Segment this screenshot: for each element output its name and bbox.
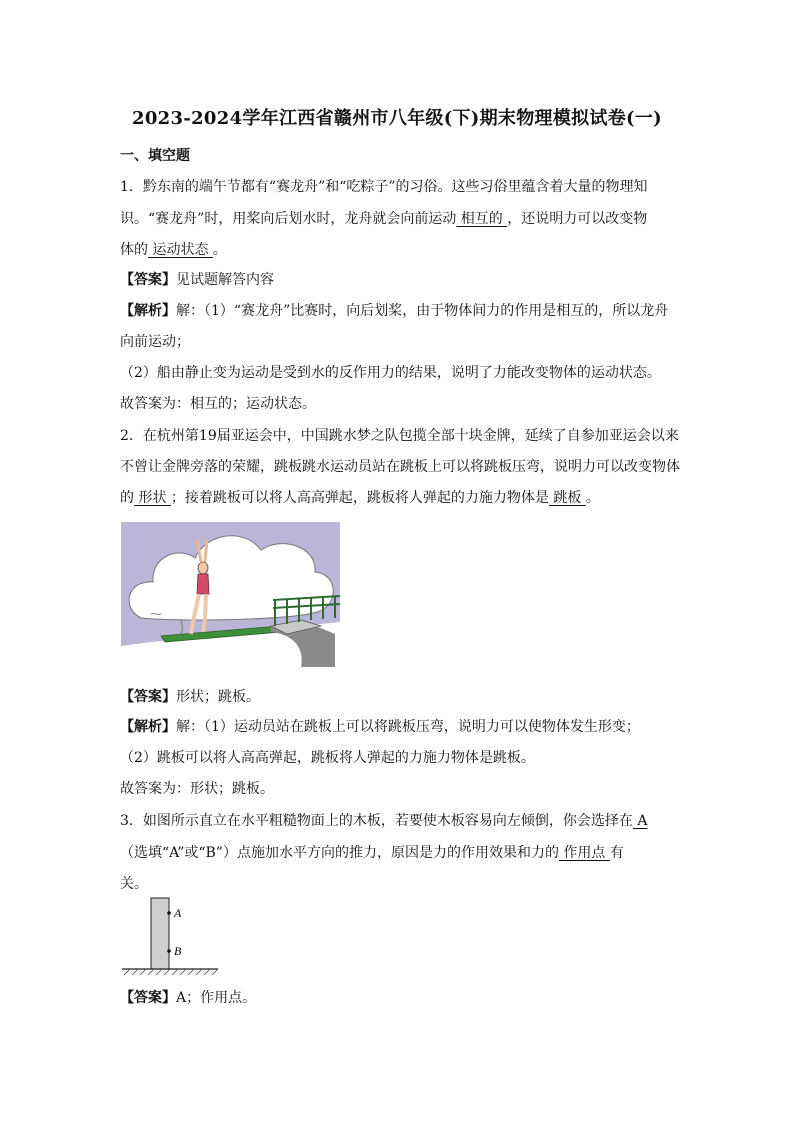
q3-line-2: （选填“A”或“B”）点施加水平方向的推力，原因是力的作用效果和力的 作用点 有 [120, 845, 624, 861]
q2-blank-1: 形状 [134, 490, 171, 506]
q2-line-2: 不曾让金牌旁落的荣耀，跳板跳水运动员站在跳板上可以将跳板压弯，说明力可以改变物体 [120, 459, 680, 475]
q1-answer: 【答案】见试题解答内容 [120, 272, 274, 288]
q1-blank-1: 相互的 [456, 211, 508, 227]
diving-board-illustration [121, 522, 340, 667]
wooden-board-diagram [120, 896, 220, 978]
q1-analysis-2: 向前运动； [120, 334, 190, 350]
q2-analysis-3: 故答案为：形状；跳板。 [120, 781, 274, 797]
q1-line-2: 识。“赛龙舟”时，用桨向后划水时，龙舟就会向前运动 相互的 ，还说明力可以改变物 [120, 211, 648, 227]
q3-line-3: 关。 [120, 876, 148, 892]
point-b-marker [167, 949, 171, 953]
point-a-marker [167, 911, 171, 915]
q1-analysis-1: 【解析】解：（1）“赛龙舟”比赛时，向后划桨，由于物体间力的作用是相互的，所以龙舟 [120, 303, 669, 319]
section-heading: 一、填空题 [120, 148, 190, 164]
q2-line-3: 的 形状 ；接着跳板可以将人高高弹起，跳板将人弹起的力施力物体是 跳板 。 [120, 490, 600, 506]
q2-line-1: 2．在杭州第19届亚运会中，中国跳水梦之队包揽全部十块金牌，延续了自参加亚运会以来 [120, 428, 679, 444]
q1-line-3: 体的 运动状态 。 [120, 242, 227, 258]
q2-blank-2: 跳板 [548, 490, 586, 506]
point-b-label: B [174, 944, 182, 958]
q3-line-1: 3．如图所示直立在水平粗糙物面上的木板，若要使木板容易向左倾倒，你会选择在 A [120, 813, 648, 829]
q1-analysis-3: （2）船由静止变为运动是受到水的反作用力的结果，说明了力能改变物体的运动状态。 [120, 365, 661, 381]
q3-blank-1: A [632, 813, 648, 829]
q1-line-1: 1．黔东南的端午节都有“赛龙舟”和“吃粽子”的习俗。这些习俗里蕴含着大量的物理知 [120, 179, 648, 195]
q3-blank-2: 作用点 [558, 845, 610, 861]
q1-blank-2: 运动状态 [148, 242, 213, 258]
q2-analysis-2: （2）跳板可以将人高高弹起，跳板将人弹起的力施力物体是跳板。 [120, 750, 535, 766]
q2-analysis-1: 【解析】解：（1）运动员站在跳板上可以将跳板压弯，说明力可以使物体发生形变； [120, 719, 640, 735]
q2-answer: 【答案】形状；跳板。 [120, 689, 260, 705]
page-title: 2023-2024学年江西省赣州市八年级(下)期末物理模拟试卷(一) [132, 108, 662, 129]
point-a-label: A [174, 906, 182, 920]
q1-analysis-4: 故答案为：相互的；运动状态。 [120, 396, 316, 412]
q3-answer: 【答案】A；作用点。 [120, 990, 257, 1006]
